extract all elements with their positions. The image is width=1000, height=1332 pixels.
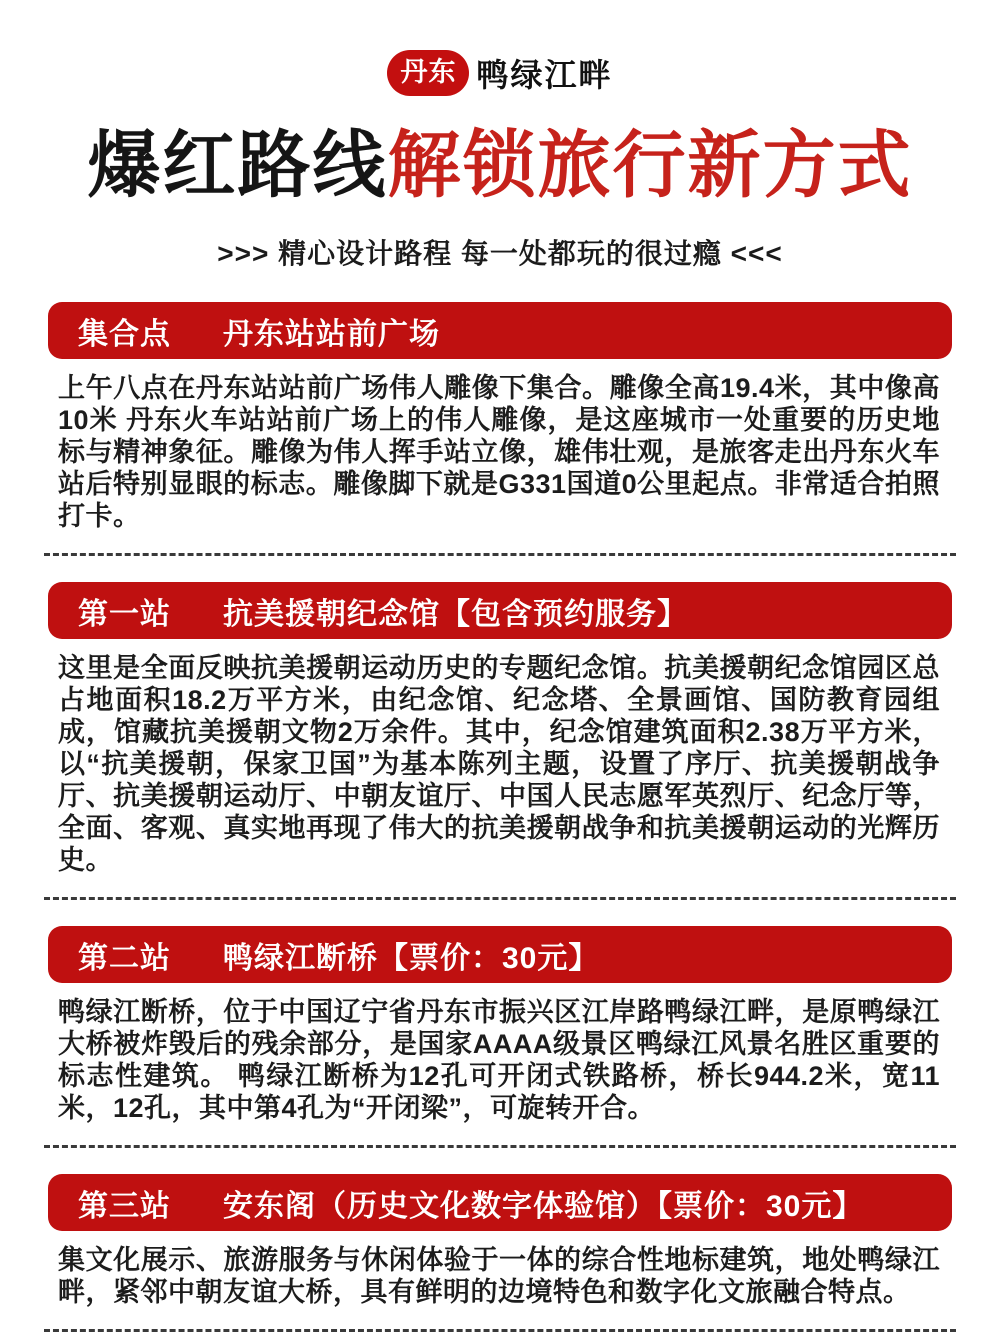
page-title-red: 解锁旅行新方式: [387, 125, 913, 206]
section-label: 集合点: [78, 317, 171, 351]
page-title: [0, 126, 1000, 206]
section-stop-2: [48, 926, 952, 1148]
section-meeting-point: [48, 302, 952, 556]
section-banner: [48, 302, 952, 359]
section-stop-3: [48, 1174, 952, 1332]
page-subtitle: >>> 精心设计路程 每一处都玩的很过瘾 <<<: [217, 238, 783, 270]
page-title-black: 爆红路线: [87, 125, 388, 206]
city-badge: 丹东: [387, 50, 469, 96]
dashed-divider: [44, 897, 956, 900]
section-title: 鸭绿江断桥【票价：30元】: [223, 941, 600, 975]
section-label: 第一站: [78, 597, 171, 631]
section-stop-1: [48, 582, 952, 900]
section-banner: [48, 926, 952, 983]
section-title: 丹东站站前广场: [223, 317, 440, 351]
header-logo: [0, 50, 1000, 96]
section-title: 抗美援朝纪念馆【包含预约服务】: [223, 597, 688, 631]
brand-name: 鸭绿江畔: [476, 57, 613, 93]
dashed-divider: [44, 1145, 956, 1148]
section-body: 集文化展示、旅游服务与休闲体验于一体的综合性地标建筑，地处鸭绿江畔，紧邻中朝友谊大桥，具有鲜明的边境特色和数字化文旅融合特点。: [58, 1245, 940, 1308]
section-banner: [48, 1174, 952, 1231]
section-title: 安东阁（历史文化数字体验馆）【票价：30元】: [223, 1189, 864, 1223]
section-banner: [48, 582, 952, 639]
section-body: 鸭绿江断桥，位于中国辽宁省丹东市振兴区江岸路鸭绿江畔，是原鸭绿江大桥被炸毁后的残余部分，是国家AAAA级景区鸭绿江风景名胜区重要的标志性建筑。 鸭绿江断桥为12孔可开闭式铁路桥，桥长944.2米，宽11米，12孔，其中第4孔为“开闭梁”，可旋转开合。: [58, 997, 940, 1124]
dashed-divider: [44, 553, 956, 556]
itinerary-sections: [48, 302, 952, 1332]
section-body: 上午八点在丹东站站前广场伟人雕像下集合。雕像全高19.4米，其中像高10米 丹东火车站站前广场上的伟人雕像，是这座城市一处重要的历史地标与精神象征。雕像为伟人挥手站立像，雄伟壮观，是旅客走出丹东火车站后特别显眼的标志。雕像脚下就是G331国道0公里起点。非常适合拍照打卡。: [58, 373, 940, 532]
section-label: 第三站: [78, 1189, 171, 1223]
section-body: 这里是全面反映抗美援朝运动历史的专题纪念馆。抗美援朝纪念馆园区总占地面积18.2万平方米，由纪念馆、纪念塔、全景画馆、国防教育园组成，馆藏抗美援朝文物2万余件。其中，纪念馆建筑面积2.38万平方米，以“抗美援朝，保家卫国”为基本陈列主题，设置了序厅、抗美援朝战争厅、抗美援朝运动厅、中朝友谊厅、中国人民志愿军英烈厅、纪念厅等，全面、客观、真实地再现了伟大的抗美援朝战争和抗美援朝运动的光辉历史。: [58, 653, 940, 876]
section-label: 第二站: [78, 941, 171, 975]
